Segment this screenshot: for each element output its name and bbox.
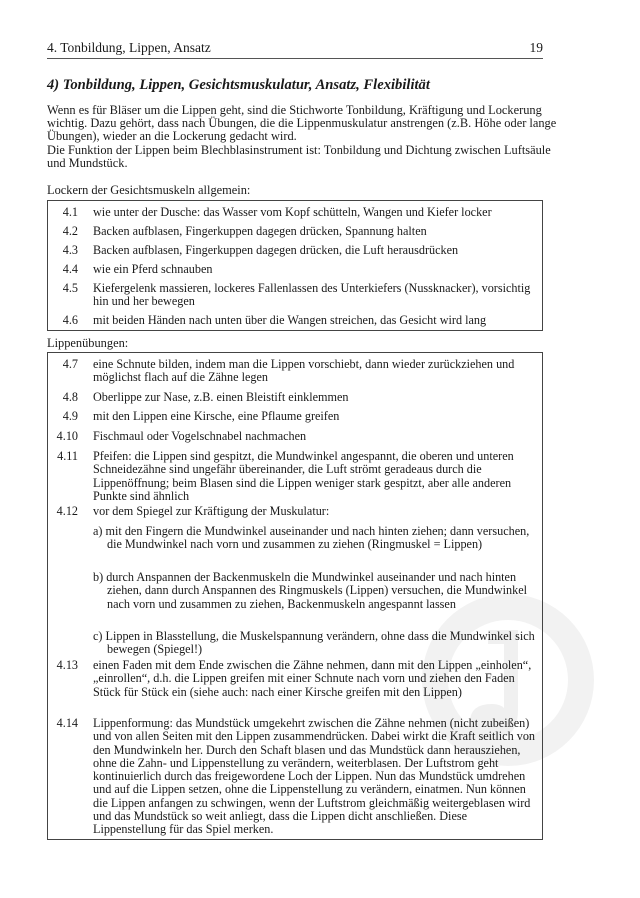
exercise-text: mit den Lippen eine Kirsche, eine Pflaume greifen xyxy=(93,409,340,423)
intro-paragraph-1: Wenn es für Bläser um die Lippen geht, sind die Stichworte Tonbildung, Kräftigung und Lockerung wichtig. Dazu gehört, dass nach Übungen, die die Lippenmuskulatur anstrengen (z.B. Höhe oder lange Übungen), wieder an die Lockerung gedacht wird. xyxy=(47,103,557,144)
exercise-text: vor dem Spiegel zur Kräftigung der Muskulatur: xyxy=(93,504,330,518)
exercise-number: 4.11 xyxy=(57,449,78,463)
lip-exercises-label: Lippenübungen: xyxy=(47,336,129,350)
exercise-number: 4.13 xyxy=(56,658,78,672)
exercise-number: 4.14 xyxy=(56,716,78,730)
exercise-text: Oberlippe zur Nase, z.B. einen Bleistift einklemmen xyxy=(93,390,349,404)
sub-exercise-b: b) durch Anspannen der Backenmuskeln die Mundwinkel auseinander und nach hinten ziehen, dann durch Anspannen des Ringmuskels (Lippen) versuchen, die Mundwinkel nach vorn und zusammen zu ziehen, Backenmuskeln angespannt lassen xyxy=(93,570,528,611)
exercise-text: Backen aufblasen, Fingerkuppen dagegen drücken, Spannung halten xyxy=(93,224,427,238)
exercise-number: 4.6 xyxy=(62,313,78,327)
intro-paragraph-2: Die Funktion der Lippen beim Blechblasinstrument ist: Tonbildung und Dichtung zwischen Luftsäule und Mundstück. xyxy=(47,142,551,170)
running-header xyxy=(47,40,543,59)
exercise-text: wie ein Pferd schnauben xyxy=(93,262,213,276)
exercise-number: 4.8 xyxy=(62,390,78,404)
exercise-text: eine Schnute bilden, indem man die Lippen vorschiebt, dann wieder zurückziehen und möglichst flach auf die Zähne legen xyxy=(93,357,515,385)
exercise-number: 4.9 xyxy=(62,409,78,423)
loosening-label: Lockern der Gesichtsmuskeln allgemein: xyxy=(47,183,251,197)
loosening-exercise-box xyxy=(47,200,543,331)
exercise-text: Backen aufblasen, Fingerkuppen dagegen drücken, die Luft herausdrücken xyxy=(93,243,459,257)
page-number: 19 xyxy=(529,40,543,55)
exercise-number: 4.7 xyxy=(62,357,78,371)
exercise-text: wie unter der Dusche: das Wasser vom Kopf schütteln, Wangen und Kiefer locker xyxy=(93,205,492,219)
exercise-text: Fischmaul oder Vogelschnabel nachmachen xyxy=(93,429,307,443)
exercise-number: 4.3 xyxy=(62,243,78,257)
sub-exercise-c: c) Lippen in Blasstellung, die Muskelspannung verändern, ohne dass die Mundwinkel sich bewegen (Spiegel!) xyxy=(93,629,535,657)
exercise-number: 4.5 xyxy=(62,281,78,295)
exercise-text: mit beiden Händen nach unten über die Wangen streichen, das Gesicht wird lang xyxy=(93,313,487,327)
intro-text xyxy=(47,104,557,170)
header-chapter-title: 4. Tonbildung, Lippen, Ansatz xyxy=(47,40,211,55)
exercise-number: 4.10 xyxy=(56,429,78,443)
exercise-number: 4.1 xyxy=(62,205,78,219)
lip-exercise-box xyxy=(47,352,543,840)
exercise-text: Pfeifen: die Lippen sind gespitzt, die Mundwinkel angespannt, die oberen und unteren Schneidezähne sind ungefähr übereinander, die Luft strömt geradeaus durch die Lippenöffnung; beim Blasen sind die Lippen weniger stark gespitzt, aber alle anderen Punkte sind ähnlich xyxy=(93,449,514,503)
sub-exercise-a: a) mit den Fingern die Mundwinkel auseinander und nach hinten ziehen; dann versuchen, die Mundwinkel nach vorn und zusammen zu ziehen (Ringmuskel = Lippen) xyxy=(93,524,530,552)
section-heading: 4) Tonbildung, Lippen, Gesichtsmuskulatur, Ansatz, Flexibilität xyxy=(47,77,430,93)
exercise-number: 4.12 xyxy=(56,504,78,518)
exercise-number: 4.4 xyxy=(62,262,78,276)
exercise-number: 4.2 xyxy=(62,224,78,238)
exercise-text: Lippenformung: das Mundstück umgekehrt zwischen die Zähne nehmen (nicht zubeißen) und von allen Seiten mit den Lippen zusammendrücken. Dabei wirkt die Kraft seitlich von den Mundwinkeln her. Durch den Schaft blasen und das Mundstück dann herausziehen, ohne die Zahn- und Lippenstellung zu verändern, weiterblasen. Der Luftstrom geht kontinuierlich durch das freigewordene Loch der Lippen. Nun das Mundstück umdrehen und auf die Lippen setzen, ohne die Lippenstellung zu verändern, einatmen. Nun können die Lippen anfangen zu schwingen, wenn der Luftstrom gleichmäßig weitergeblasen wird und das Mundstück so weit anliegt, dass die Lippen dicht anschließen. Diese Lippenstellung für das Spiel merken. xyxy=(93,716,536,837)
exercise-text: einen Faden mit dem Ende zwischen die Zähne nehmen, dann mit den Lippen „einholen“, „einrollen“, d.h. die Lippen greifen mit einer Schnute nach vorn und ziehen den Faden Stück für Stück ein (siehe auch: nach einer Kirsche greifen mit den Lippen) xyxy=(93,658,532,699)
exercise-text: Kiefergelenk massieren, lockeres Fallenlassen des Unterkiefers (Nussknacker), vorsichtig hin und her bewegen xyxy=(93,281,531,309)
